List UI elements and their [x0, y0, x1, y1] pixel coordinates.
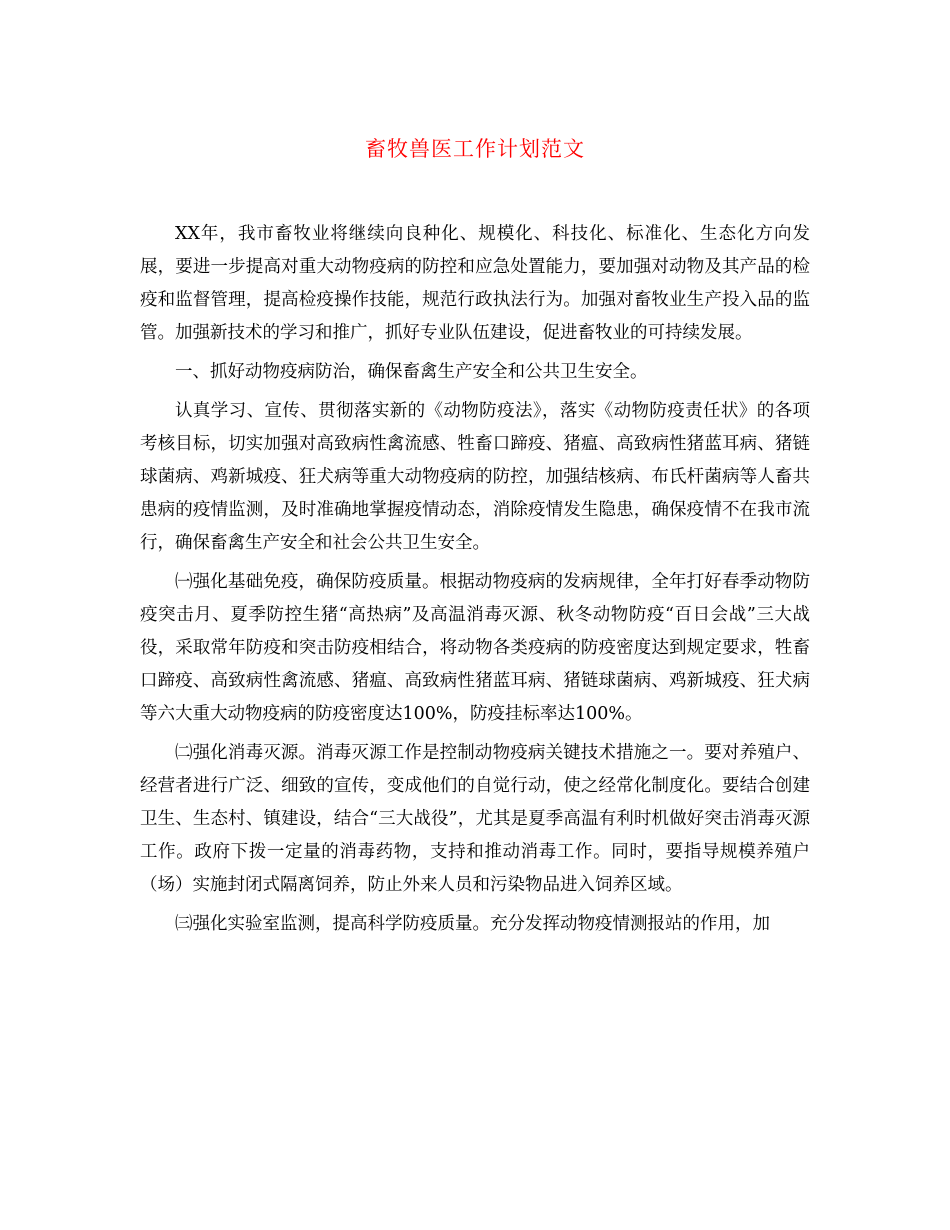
paragraph-item-3: ㈢强化实验室监测，提高科学防疫质量。充分发挥动物疫情测报站的作用，加 [175, 914, 770, 934]
paragraph-item-1: ㈠强化基础免疫，确保防疫质量。根据动物疫病的发病规律，全年打好春季动物防疫突击月、夏季防控生猪“高热病”及高温消毒灭源、秋冬动物防疫“百日会战”三大战役，采取常年防疫和突击防疫相结合，将动物各类疫病的防疫密度达到规定要求，牲畜口蹄疫、高致病性禽流感、猪瘟、高致病性猪蓝耳病、猪链球菌病、鸡新城疫、狂犬病等六大重大动物疫病的防疫密度达100%，防疫挂标率达100%。 [140, 572, 810, 724]
document-body [140, 218, 810, 941]
paragraph-section-heading: 一、抓好动物疫病防治，确保畜禽生产安全和公共卫生安全。 [175, 362, 648, 382]
document-title: 畜牧兽医工作计划范文 [365, 137, 585, 161]
paragraph-item-2: ㈡强化消毒灭源。消毒灭源工作是控制动物疫病关键技术措施之一。要对养殖户、经营者进行广泛、细致的宣传，变成他们的自觉行动，使之经常化制度化。要结合创建卫生、生态村、镇建设，结合“三大战役”，尤其是夏季高温有利时机做好突击消毒灭源工作。政府下拨一定量的消毒药物，支持和推动消毒工作。同时，要指导规模养殖户（场）实施封闭式隔离饲养，防止外来人员和污染物品进入饲养区域。 [140, 743, 810, 895]
paragraph-section-body: 认真学习、宣传、贯彻落实新的《动物防疫法》，落实《动物防疫责任状》的各项考核目标，切实加强对高致病性禽流感、牲畜口蹄疫、猪瘟、高致病性猪蓝耳病、猪链球菌病、鸡新城疫、狂犬病等重大动物疫病的防控，加强结核病、布氏杆菌病等人畜共患病的疫情监测，及时准确地掌握疫情动态，消除疫情发生隐患，确保疫情不在我市流行，确保畜禽生产安全和社会公共卫生安全。 [140, 401, 810, 553]
paragraph-intro: XX年，我市畜牧业将继续向良种化、规模化、科技化、标准化、生态化方向发展，要进一步提高对重大动物疫病的防控和应急处置能力，要加强对动物及其产品的检疫和监督管理，提高检疫操作技能，规范行政执法行为。加强对畜牧业生产投入品的监管。加强新技术的学习和推广，抓好专业队伍建设，促进畜牧业的可持续发展。 [140, 224, 810, 343]
